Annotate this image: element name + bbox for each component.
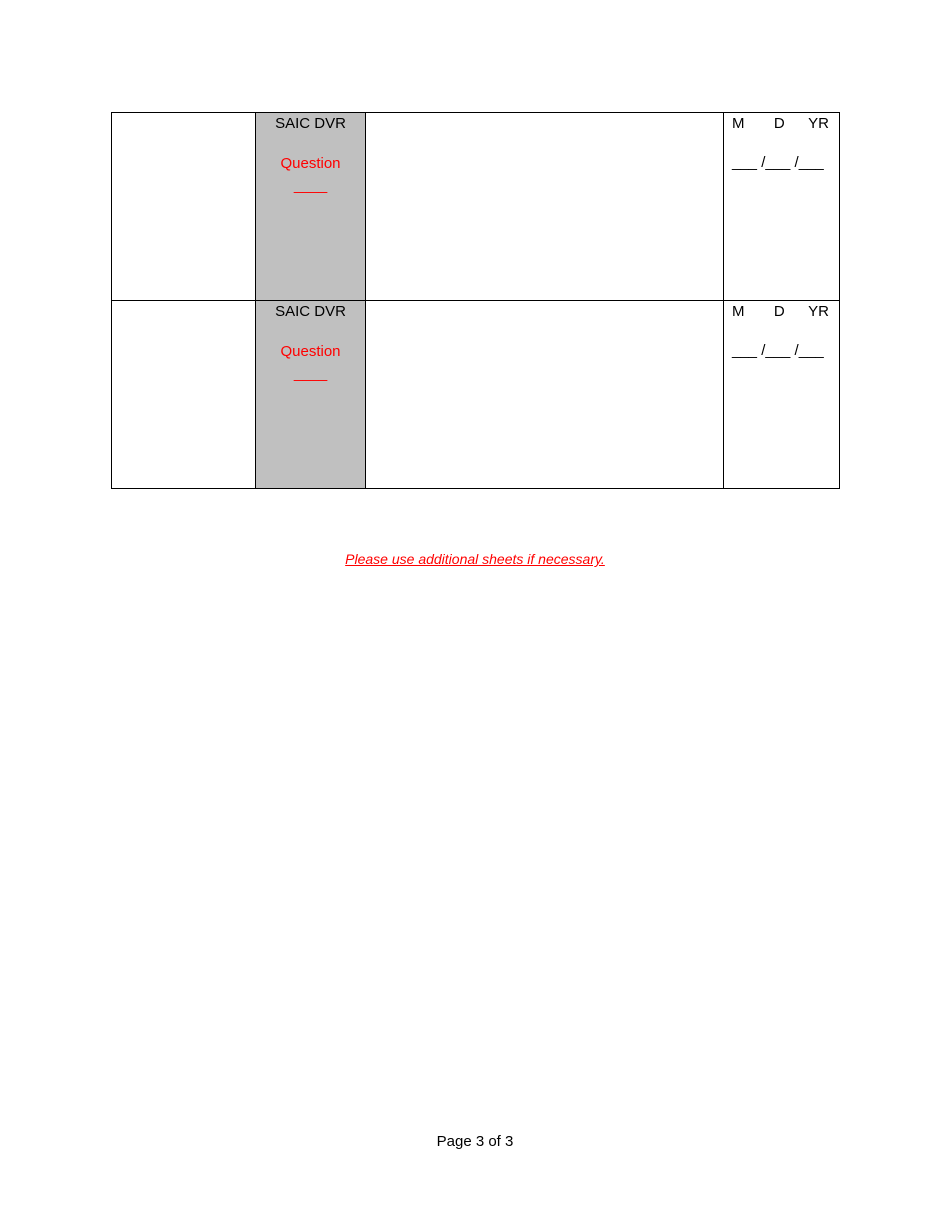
date-cell xyxy=(724,113,840,301)
response-text-cell[interactable] xyxy=(366,301,724,489)
date-entry-field[interactable]: ___ /___ /___ xyxy=(732,342,824,359)
question-label: Question xyxy=(280,343,341,360)
table-row xyxy=(112,301,840,489)
date-header xyxy=(732,303,831,321)
dvr-question-cell xyxy=(256,301,366,489)
response-table xyxy=(111,112,840,489)
dvr-label: SAIC DVR xyxy=(275,115,346,132)
month-label: M xyxy=(732,303,745,320)
year-label: YR xyxy=(808,303,829,320)
name-field-cell[interactable] xyxy=(112,113,256,301)
dvr-question-cell xyxy=(256,113,366,301)
name-field-cell[interactable] xyxy=(112,301,256,489)
day-label: D xyxy=(773,115,785,132)
year-label: YR xyxy=(808,115,829,132)
month-label: M xyxy=(732,115,745,132)
additional-sheets-note: Please use additional sheets if necessary. xyxy=(345,551,605,567)
day-label: D xyxy=(773,303,785,320)
question-label: Question xyxy=(280,155,341,172)
table-row xyxy=(112,113,840,301)
response-text-cell[interactable] xyxy=(366,113,724,301)
question-number-blank[interactable]: ____ xyxy=(293,365,328,382)
date-entry-field[interactable]: ___ /___ /___ xyxy=(732,154,824,171)
date-header xyxy=(732,115,831,133)
question-number-blank[interactable]: ____ xyxy=(293,177,328,194)
dvr-label: SAIC DVR xyxy=(275,303,346,320)
date-cell xyxy=(724,301,840,489)
page-number: Page 3 of 3 xyxy=(436,1133,514,1150)
